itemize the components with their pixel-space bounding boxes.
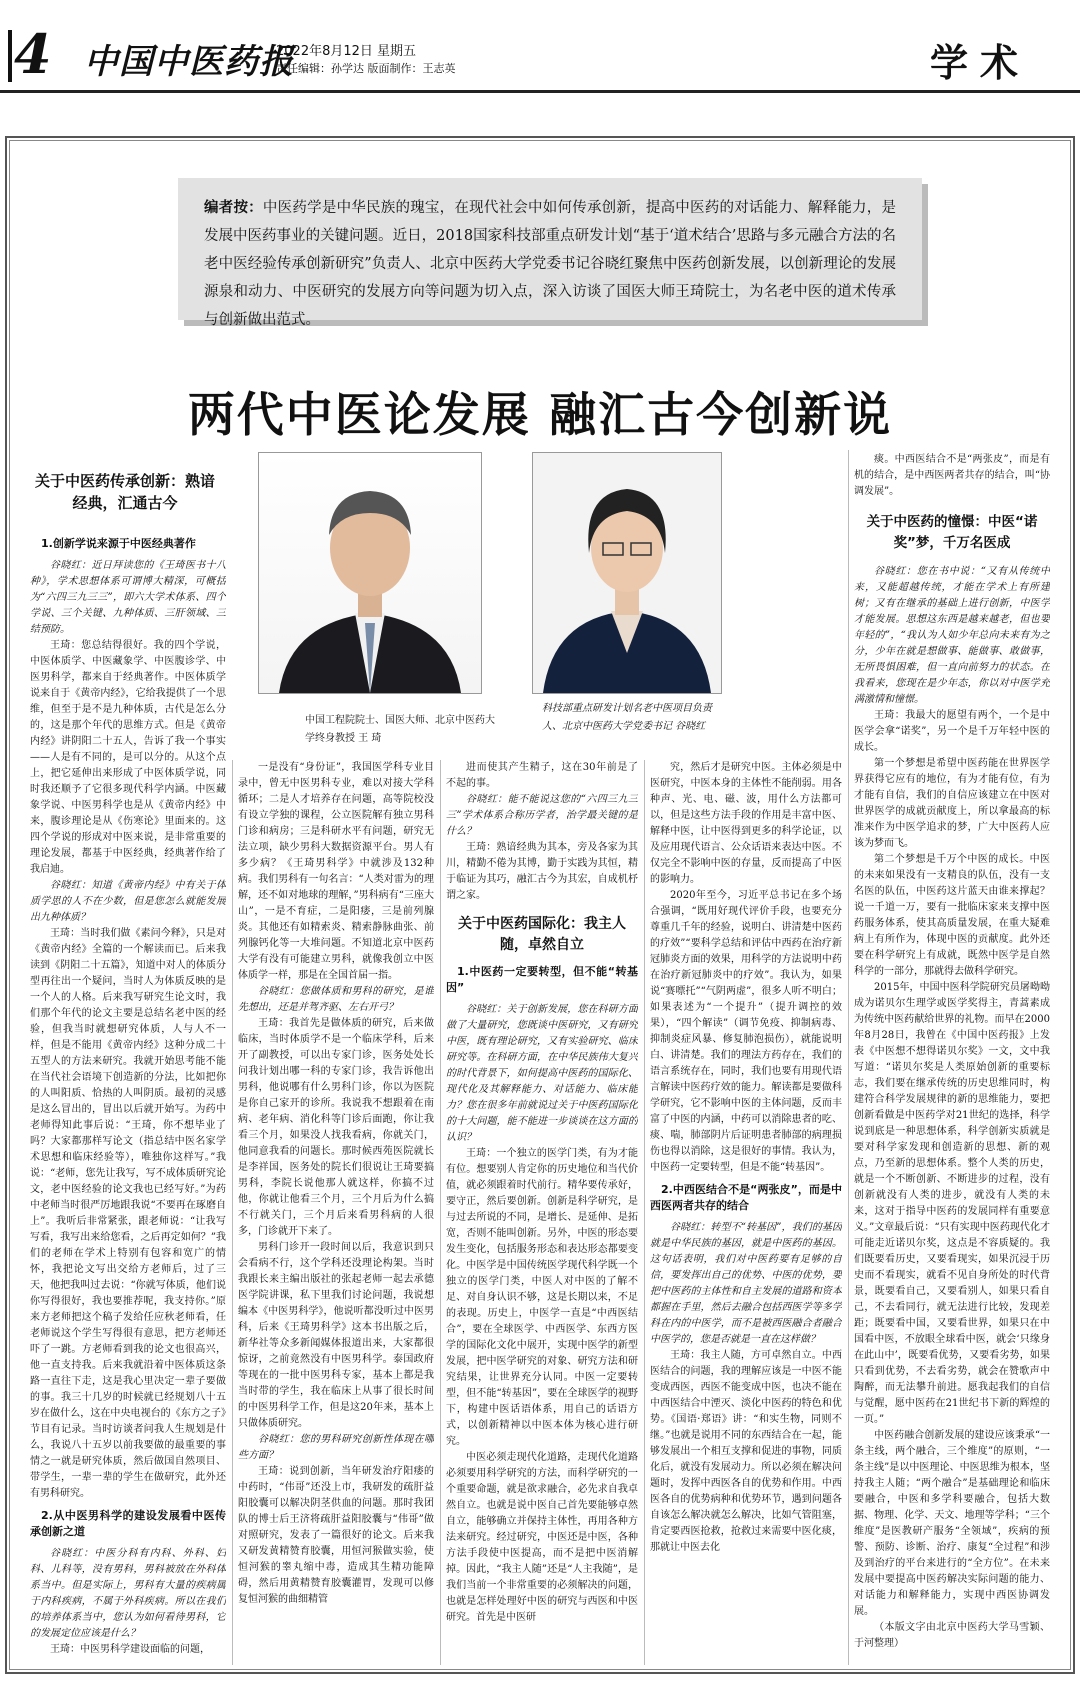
portrait-gu-xiaohong [532, 452, 722, 694]
paragraph: 中医必须走现代化道路，走现代化道路必须要用科学研究的方法，而科学研究的一个重要命题，就是欲求融合，必先求自我卓然自立。也就是说中医自己首先要能够卓然自立，能够确立并保持主体性，再用各种方法来研究。经过研究，中医还是中医，各种方法手段使中医提高，而不是把中医消解掉。因此，“我主人随”还是“人主我随”，是我们当前一个非常重要的必须解决的问题，也就是怎样处理好中医的研究与西医和中医研究。首先是中医研 [446, 1452, 638, 1623]
paragraph: 痰。中西医结合不是“两张皮”，而是有机的结合，是中西医两者共存的结合，叫“协调发展”。 [854, 454, 1050, 497]
paragraph: 中医药融合创新发展的建设应该秉承“一条主线，两个融合，三个维度”的原则，“一条主线”是以中医理论、中医思维为根本，坚持我主人随；“两个融合”是基础理论和临床要融合，中医和多学科要融合，包括大数据、物理、化学、天文、地理等学科；“三个维度”是医教研产服务“全领域”，疾病的预警、预防、诊断、治疗、康复“全过程”和涉及到治疗的平台来进行的“全方位”。在未来发展中要提高中医药解决实际问题的能力、对话能力和解释能力，实现中西医协调发展。 [854, 1430, 1050, 1617]
paragraph: 一是没有“身份证”，我国医学科专业目录中，曾无中医男科专业，难以对接大学科循环；二是人才培养存在问题，高等院校没有设立学独的课程，公立医院解有独立男科门诊和病房；三是科研水平有问题，研究无法立项，缺少男科大数据资源平台。男人有多少病？《王琦男科学》中就涉及132种病。我们男科有一句名言：“人类对雷为的理解，还不如对地球的理解，”男科病有“三座大山”，一是不育症，二是阳痿，三是前列腺炎。其他还有如精索炎、精索静脉曲张、前列腺钙化等一大堆问题。不知道北京中医药大学有没有可能建立男科，就像我创立中医体质学一样，那是在全国首届一指。 [238, 762, 434, 981]
paragraph: 王琦：我最大的愿望有两个，一个是中医学会拿“诺奖”，另一个是千万年轻中医的成长。 [854, 710, 1050, 753]
column-divider [848, 450, 849, 1665]
paragraph: 第二个梦想是千万个中医的成长。中医的未来如果没有一支精良的队伍，没有一支名医的队伍，中医药这片蓝天由谁来撑起？说一千道一万，要有一批临床家来支撑中医药服务体系，使其高质量发展，在重大疑难病上有所作为，体现中医的贡献度。此外还要在科学研究上有成就，既然中医学是自然科学的一部分，那就得去做科学研究。 [854, 854, 1050, 977]
paragraph: 谷晓红：知道《黄帝内经》中有关于体质学思的人不在少数，但是您怎么就能发展出九种体质？ [30, 880, 226, 923]
paragraph: 谷晓红：您的男科研究创新性体现在哪些方面？ [238, 1434, 434, 1461]
byline: （本版文字由北京中医药大学马雪颖、于河整理） [854, 1622, 1050, 1649]
masthead [0, 0, 1080, 95]
paragraph: 谷晓红：转型不“转基因”，我们的基因就是中华民族的基因，就是中医药的基因。这句话表明，我们对中医药要有足够的自信，要发挥出自己的优势、中医的优势，要把中医药的主体性和自主发展的道路和资本都握在手里，然后去融合包括西医学等多学科在内的中医学，而不是被西医融合者融合中医学的，您是否就是一直在这样做？ [650, 1222, 842, 1345]
paragraph: 王琦：一个独立的医学门类，有为才能有位。想要别人肯定你的历史地位和当代价值，就必须跟着时代前行。精华要传承好，要守正，然后要创新。创新是科学研究，是与过去所说的不同，是增长、是延伸、是拓宽，否则不能叫创新。另外，中医的形态要发生变化，包括服务形态和表达形态都要变化。中医学是中国传统医学现代科学既一个独立的医学门类，中医人对中医的了解不足、对自身认识不够，这是长期以来，不足的表现。历史上，中医学一直是“中西医结合”，要在全球医学、中西医学、东西方医学的国际化文化中展开，实现中医学的新型发展，把中医学研究的对象、研究方法和研究结果，让世界充分认同。中医一定要转型，但不能“转基因”，要在全球医学的视野下，构建中医话语体系，用自己的话语方式，以创新精神以中医本体为核心进行研究。 [446, 1148, 638, 1447]
paragraph: 第一个梦想是希望中医药能在世界医学界获得它应有的地位，有为才能有位，有为才能有自信，我们的自信应该建立在中医对世界医学的成就贡献度上，所以拿最高的标准来作为中医学追求的梦，广大中医药人应该为梦而飞。 [854, 758, 1050, 849]
paragraph: 王琦：当时我们做《素问今释》，只是对《黄帝内经》全篇的一个解读而已。后来我读到《阴阳二十五篇》，知道中对人的体质分型再往出一个疑问，当时人为体质反映的是一个人的人格。后来我写研究生论文时，我们那个年代的论文主要是总结名老中医的经验，但我当时就想研究体质，人与人不一样，但是不能用《黄帝内经》这种分成二十五型人的方法来研究。我就开始思考能不能在当代社会语境下创造新的分法，比如把你的人叫阳质、恰热的人叫阴质。最初的灵感是这么冒出的，冒出以后就开始写。为药中老师得知此事后说：“王琦，你不想毕业了吗？大家都那样写论文（指总结中医名家学术思想和临床经验等），唯独你这样写。”我说：“老师，您先让我写，写不成体质研究论文，老中医经验的论文我也已经写好。”为药中老师当时很严厉地跟我说“不要再在琢磨自上”。我听后非常紧张，跟老师说：“让我写写看，我写出来给您看，之后再定如何？”我们的老师在学术上特别有包容和宽广的情怀，我把论文写出交给方老师后，过了三天，他把我叫过去说：“你就写体质，他们说你写得很好，我也要推荐呢，我支持你。”原来方老师把这个稿子发给任应秋老师看，任老师说这个学生写得很有意思，把方老师还吓了一跳。方老师看到我的论文也很高兴，他一直支持我。后来我就沿着中医体质这条路一直往下走，这是我心里决定一辈子要做的事。我三十几岁的时候就已经规划八十五岁在做什么，这在中央电视台的《东方之子》节目有记录。当时访谈者问我人生规划是什么，我说八十五岁以前我要做的最重要的事情之一就是研究体质，然后做国自然项目、带学生，一辈一辈的学生在做研究，此外还有男科研究。 [30, 928, 226, 1499]
editor-note [178, 178, 922, 328]
paragraph: 王琦：中医男科学建设面临的问题， [50, 1644, 210, 1655]
paragraph: 王琦：说到创新，当年研发治疗阳痿的中药时，“伟哥”还没上市，我研发的疏肝益阳胶囊可以解决阴茎供血的问题。那时我团队的博士后王济将疏肝益阳胶囊与“伟哥”做对照研究，发表了一篇很好的论文。后来我又研发黄精赞育胶囊，用恒河猴做实验，使恒河猴的睾丸缩中毒，造成其生精功能障碍，然后用黄精赞育胶囊灌胃，发现可以修复恒河猴的曲细精管 [238, 1466, 434, 1605]
paragraph: 2015年，中国中医科学院研究员屠呦呦成为诺贝尔生理学或医学奖得主，青蒿素成为传统中医药献给世界的礼物。而早在2000年8月28日，我曾在《中国中医药报》上发表《中医想不想得诺贝尔奖》一文，文中我写道：“诺贝尔奖是人类原始创新的重要标志，我们要在继承传统的历史思维同时，构建符合科学发展规律的新的思维能力，要把创新看做是中医药学对21世纪的选择，科学说到底是一种思想体系，科学创新实质就是要对科学家发现和创造新的思想、新的观点，乃至新的思想体系。整个人类的历史，就是一个不断创新、不断进步的过程，没有创新就没有人类的进步，就没有人类的未来，这对于指导中医药的发展同样有重要意义。”文章最后说：“只有实现中医药现代化才可能走近诺贝尔奖，这点是不容质疑的。我们既要看历史，又要看现实，如果沉浸于历史而不看现实，就看不见自身所处的时代背景，既要看自己，又要看别人，如果只看自己，不去看同行，就无法进行比较，发现差距；既要看中国，又要看世界，如果只在中国看中医，不放眼全球看中医，就会‘只缘身在此山中’，既要看优势，又要看劣势，如果只看到优势，不去看劣势，就会在赞歌声中陶醉，而无法攀升前进。愿我起我们的自信与觉醒，愿中医药在21世纪书下新的辉煌的一页。” [854, 982, 1050, 1425]
subheading: 1.中医药一定要转型，但不能“转基因” [446, 965, 638, 994]
column-1 [30, 530, 226, 1668]
column-3 [446, 760, 638, 1668]
headline: 两代中医论发展 融汇古今创新说 [187, 388, 893, 443]
issue-date: 2022年8月12日 星期五 [276, 44, 417, 59]
subheading-1: 1.创新学说来源于中医经典著作 [41, 537, 196, 550]
editors-line: 责任编辑：孙学达 版面制作：王志英 [276, 62, 456, 75]
page-number: 4 [14, 22, 50, 86]
column-4 [650, 760, 842, 1668]
subheading-2: 2.从中医男科学的建设发展看中医传承创新之道 [30, 1509, 226, 1538]
column-divider [232, 760, 233, 1665]
editor-note-label: 编者按： [204, 199, 263, 216]
column-5 [854, 452, 1050, 1668]
paragraph: 王琦：您总结得很好。我的四个学说，中医体质学、中医藏象学、中医腹诊学、中医男科学，都来自于经典著作。中医体质学说来自于《黄帝内经》，它给我提供了一个思维，但至于是不是九种体质，古代是怎么分的，这是那个年代的思维方式。但是《黄帝内经》讲阴阳二十五人，告诉了我一个事实——人是有不同的，是可以分的。从这个点上，把它延伸出来形成了中医体质学说，同时我还顺予了它很多现代科学内涵。中医藏象学说、中医男科学也是从《黄帝内经》中来，腹诊理论是从《伤寒论》里面来的。这四个学说的形成对中医来说，是非常重要的理论发展，都基于中医经典，经典著作给了我启迪。 [30, 640, 226, 875]
caption-gu-xiaohong: 科技部重点研发计划名老中医项目负责人、北京中医药大学党委书记 谷晓红 [542, 703, 712, 732]
caption-wang-qi: 中国工程院院士、国医大师、北京中医药大学终身教授 王 琦 [305, 715, 495, 744]
paragraph: 谷晓红：近日拜读您的《王琦医书十八种》，学术思想体系可谓博大精深，可概括为“六四三九三三”，即六大学术体系、四个学说、三个关键、九种体质、三肝领域、三结预防。 [30, 560, 226, 635]
column-2 [238, 760, 434, 1668]
section-title-inheritance: 关于中医药传承创新：熟谙经典，汇通古今 [34, 472, 215, 512]
section-title-internationalization: 关于中医药国际化：我主人随，卓然自立 [458, 916, 626, 953]
portrait-gu-xiaohong-image [533, 453, 721, 693]
subheading: 2.中西医结合不是“两张皮”，而是中西医两者共存的结合 [650, 1183, 842, 1212]
paragraph: 谷晓红：关于创新发展，您在科研方面做了大量研究，您既谈中医研究，又有研究中医，既有理论研究，又有实验研究、临床研究等。在科研方面，在中华民族伟大复兴的时代背景下，如何提高中医药的国际化、现代化及其解释能力、对话能力、临床能力？您在很多年前就说过关于中医药国际化的十大问题，能不能进一步谈谈在这方面的认识？ [446, 1004, 638, 1143]
section-title-aspiration: 关于中医药的憧憬：中医“诺奖”梦，千万名医成 [866, 514, 1038, 551]
page-number-bar [8, 30, 12, 82]
portrait-wang-qi [258, 452, 482, 694]
paragraph: 谷晓红：您做体质和男科的研究，是谁先想出，还是并驾齐驱、左右开弓？ [238, 986, 434, 1013]
portrait-wang-qi-image [259, 453, 481, 693]
paragraph: 谷晓红：您在书中说：“又有从传统中来，又能超越传统，才能在学术上有所建树；又有在继承的基础上进行创新，中医学才能发展。思想这东西是越来越老，但也要年轻的”，“我认为人如少年总向未来有为之分，少年在就是想做事、能做事、敢做事，无所畏惧困难，但一直向前努力的状态。在我看来，您现在是少年态，你以对中医学充满激情和憧憬。 [854, 566, 1050, 705]
paragraph: 谷晓红：中医分科有内科、外科、妇科、儿科等，没有男科，男科被放在外科体系当中。但是实际上，男科有大量的疾病属于内科疾病，不属于外科疾病。所以在我们的培养体系当中，您认为如何看待男科，它的发展定位应该是什么？ [30, 1548, 226, 1639]
editor-note-text: 中医药学是中华民族的瑰宝，在现代社会中如何传承创新，提高中医药的对话能力、解释能力，是发展中医药事业的关键问题。近日，2018国家科技部重点研发计划“基于‘道术结合’思路与多元融合方法的名老中医经验传承创新研究”负责人、北京中医药大学党委书记谷晓红聚焦中医药创新发展，以创新理论的发展源泉和动力、中医研究的发展方向等问题为切入点，深入访谈了国医大师王琦院士，为名老中医的道术传承与创新做出范式。 [204, 200, 897, 328]
paragraph: 究，然后才是研究中医。主体必须是中医研究，中医本身的主体性不能削弱。用各种声、光、电、磁、波，用什么方法都可以，但是这些方法手段的作用是丰富中医、解释中医，让中医得到更多的科学论证，以及应用现代语言、公众话语来表达中医。不仅完全不影响中医的存量，反而提高了中医的影响力。 [650, 762, 842, 885]
newspaper-name: 中国中医药报 [84, 42, 294, 82]
paragraph: 王琦：我首先是做体质的研究，后来做临床，当时体质学不是一个临床学科，后来开了副教授，可以出专家门诊，医务处处长问我计划出哪一科的专家门诊，我告诉他出男科，他说哪有什么男科门诊，你以为医院是你自己家开的诊所。我说我不想跟着在南病、老年病、消化科等门诊后面跑，你让我看三个月，如果没人找我看病，你就关门，他同意我看的问题长。那时候西苑医院就长是李祥国，医务处的院长们很说让王琦要搞男科，李院长说他那人就这样，你搞不过他，你就让他看三个月，三个月后为什么搞不行就关门，三个月后来看男科病的人很多，门诊就开下来了。 [238, 1018, 434, 1237]
section-label: 学术 [930, 40, 1031, 85]
paragraph: 谷晓红：能不能说这您的“六四三九三三”学术体系合称历学者，治学最关键的是什么？ [446, 794, 638, 837]
paragraph: 王琦：熟谙经典为其本，旁及各家为其川，精勤不倦为其博，勤于实践为其恒，精于临证为其巧，融汇古今为其宏，自成机杼谓之家。 [446, 842, 638, 901]
column-divider [644, 760, 645, 1665]
masthead-rule [0, 90, 1080, 93]
paragraph: 男科门诊开一段时间以后，我意识到只会看病不行，这个学科还没理论构架。当时我跟长来主编出版社的张起老师一起去承德医学院讲课，私下里我们讨论问题，我说想编本《中医男科学》，他说听都没听过中医男科，后来《王琦男科学》这本书出版之后，新华社等众多新闻媒体报道出来，大家都很惊讶，之前竟然没有中医男科学。泰国政府等现在的一批中医男科专家，基本上都是我当时带的学生，我在临床上从事了很长时间的中医男科学工作，但是这20年来，基本上只做体质研究。 [238, 1242, 434, 1429]
column-divider [440, 760, 441, 1665]
paragraph: 进而使其产生精子，这在30年前是了不起的事。 [446, 762, 638, 789]
paragraph: 2020年至今，习近平总书记在多个场合强调，“既用好现代评价手段，也要充分尊重几千年的经验，说明白、讲清楚中医药的疗效”“要科学总结和评估中西药在治疗新冠肺炎方面的效果，用科学的方法说明中药在治疗新冠肺炎中的疗效”。我认为，如果说“赛嘌托”“气阴两虚”，很多人听不明白；如果表述为“一个提升”（提升调控的效果），“四个解读”（调节免疫、抑制病毒、抑制炎症风暴、修复肺泡损伤），就能说明白、讲清楚。我们的理法方药存在，我们的语言系统存在，同时，我们也要有用现代语言解读中医药疗效的能力。解读都是要做科学研究，它不影响中医的主体问题，反而丰富了中医的内涵，中药可以消除患者的吃、痰、喘，肺部阴片后证明患者肺部的病理损伤也得以消除，这是很好的事情。我认为，中医药一定要转型，但是不能“转基因”。 [650, 890, 842, 1173]
paragraph: 王琦：我主人随，方可卓然自立。中西医结合的问题，我的理解应该是一中医不能变成西医，西医不能变成中医，也决不能在中西医结合中湮灭、淡化中医药的特色和优势。《国语·郑语》讲：“和实生物，同则不继。”也就是说用不同的东西结合在一起，能够发展出一个相互支撑和促进的事物，同质化后，就没有发展动力。所以必须在解决问题时，发挥中西医各自的优势和作用。中西医各自的优势病种和优势环节，遇到问题各自该怎么解决就怎么解决，比如气管阻塞，肯定要西医抢救，抢救过来需要中医化痰，那就让中医去化 [650, 1350, 842, 1553]
